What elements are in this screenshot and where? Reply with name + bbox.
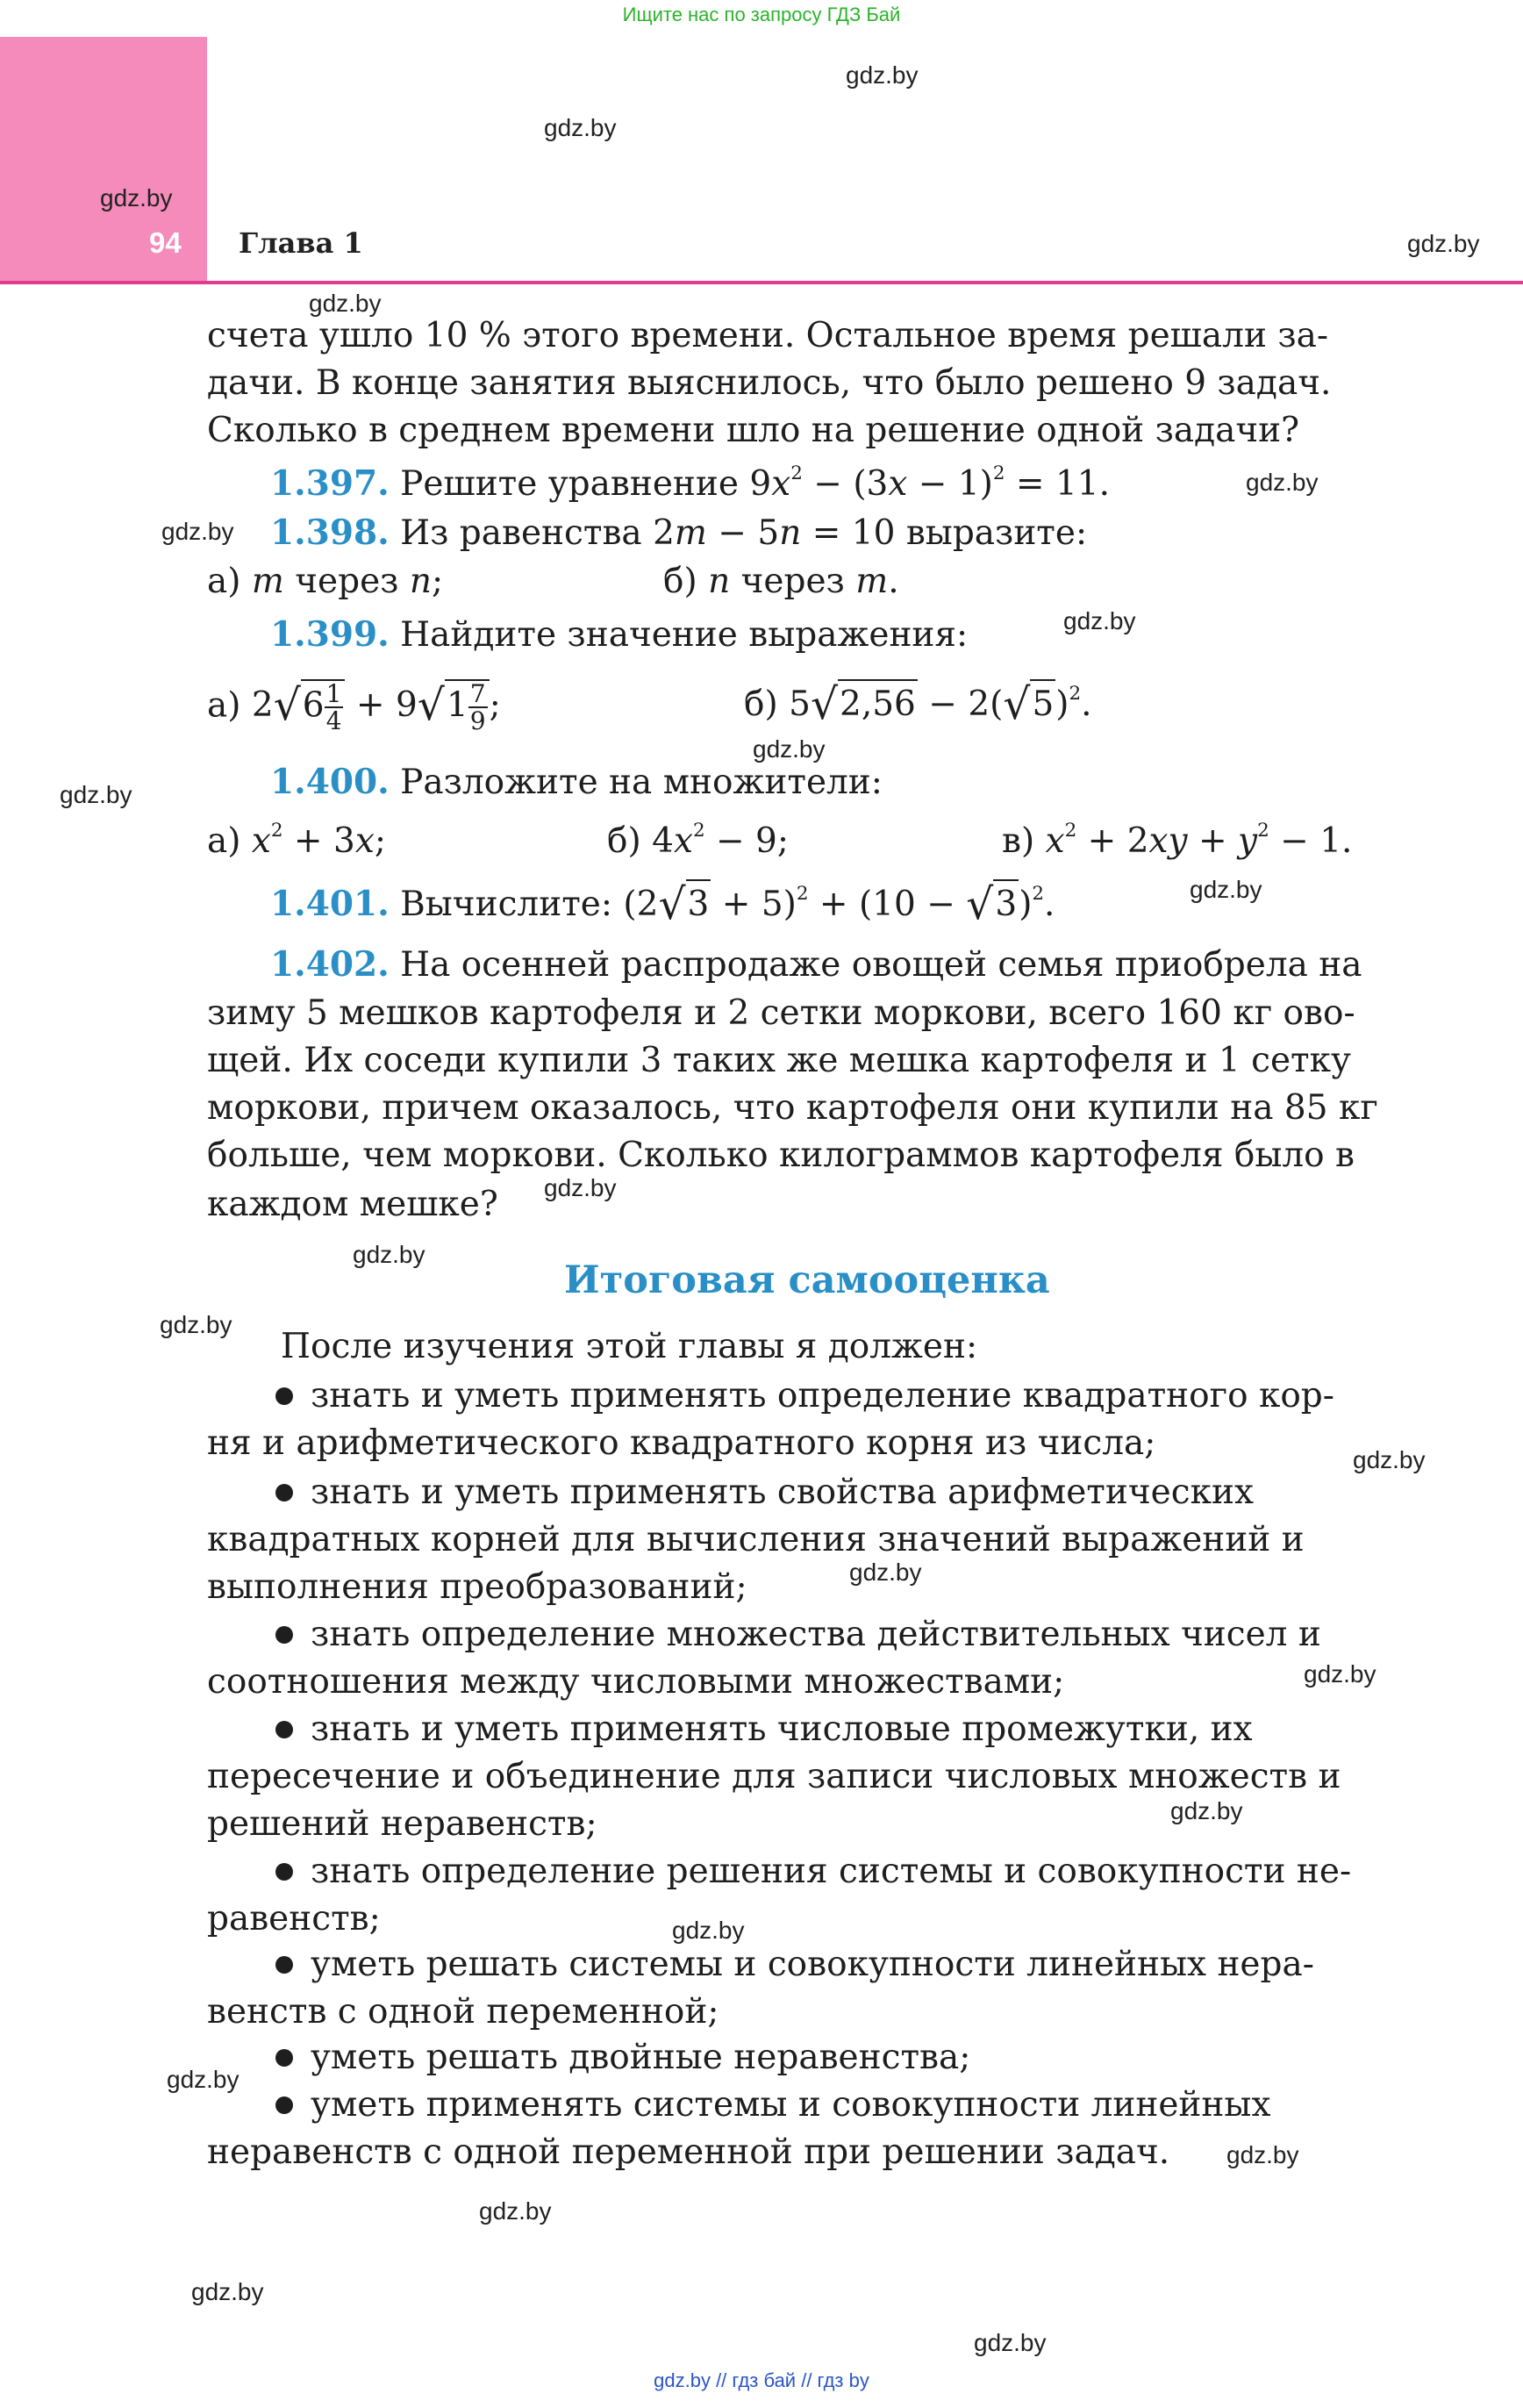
- watermark: gdz.by: [1304, 1660, 1376, 1688]
- bullet-icon: [275, 1387, 293, 1405]
- task-number: 1.397.: [270, 463, 390, 504]
- watermark: gdz.by: [1170, 1797, 1243, 1824]
- watermark: gdz.by: [160, 1311, 232, 1338]
- task-1398: [270, 509, 1087, 557]
- summary-intro: После изучения этой главы я должен:: [281, 1327, 978, 1366]
- task-number: 1.399.: [270, 614, 390, 655]
- option-label: б): [663, 562, 697, 601]
- option-text: через: [295, 562, 399, 601]
- summary-item: [270, 2034, 970, 2082]
- task-1402-line: каждом мешке?: [207, 1185, 498, 1224]
- bullet-icon: [275, 1956, 293, 1974]
- summary-text: уметь решать двойные неравенства;: [311, 2038, 971, 2077]
- summary-text: знать и уметь применять свойства арифметических: [311, 1473, 1254, 1512]
- chapter-title: Глава 1: [239, 226, 363, 260]
- task-1399-option-b: [744, 679, 1092, 728]
- watermark: gdz.by: [974, 2329, 1047, 2356]
- watermark: gdz.by: [167, 2066, 240, 2093]
- task-1400-option-b: [607, 818, 789, 865]
- summary-line: равенств;: [207, 1899, 381, 1939]
- bullet-icon: [275, 2049, 293, 2067]
- task-text: Решите уравнение: [400, 464, 739, 504]
- summary-item: [270, 1372, 1334, 1420]
- intro-line: Сколько в среднем времени шло на решение одной задачи?: [207, 411, 1300, 450]
- task-1400-option-a: [207, 818, 386, 865]
- bullet-icon: [275, 1721, 293, 1738]
- summary-item: [270, 1706, 1253, 1753]
- option-label: б): [744, 684, 778, 724]
- summary-text: уметь применять системы и совокупности линейных: [311, 2085, 1271, 2125]
- top-search-banner[interactable]: Ищите нас по запросу ГДЗ Бай: [622, 4, 901, 25]
- summary-item: [270, 1469, 1254, 1516]
- watermark: gdz.by: [309, 290, 382, 317]
- expression: $5√2,56 - 2(√5)^2$.: [789, 679, 1092, 729]
- summary-text: знать и уметь применять числовые промежутки, их: [311, 1709, 1253, 1749]
- task-1397: [270, 460, 1110, 508]
- option-label: а): [207, 821, 241, 861]
- summary-item: [270, 1941, 1314, 1989]
- task-1400-option-c: [1002, 818, 1352, 865]
- watermark: gdz.by: [1063, 607, 1136, 634]
- summary-line: ня и арифметического квадратного корня из числа;: [207, 1423, 1156, 1463]
- intro-line: счета ушло 10 % этого времени. Остальное время решали за-: [207, 316, 1329, 355]
- task-number: 1.398.: [270, 512, 390, 553]
- summary-item: [270, 2082, 1270, 2129]
- bullet-icon: [275, 2096, 293, 2114]
- watermark: gdz.by: [353, 1241, 425, 1268]
- task-1402-line: [270, 941, 1362, 989]
- bullet-icon: [275, 1863, 293, 1881]
- task-1398-option-a: а) m через n;: [207, 562, 444, 601]
- expression: $4x^2 - 9$;: [652, 819, 790, 861]
- option-label: а): [207, 562, 241, 601]
- watermark: gdz.by: [1190, 876, 1262, 903]
- watermark: gdz.by: [60, 781, 132, 808]
- footer-links[interactable]: gdz.by // гдз бай // гдз by: [654, 2369, 869, 2391]
- expression: $x^2 + 2xy + y^2 - 1$.: [1045, 819, 1353, 861]
- watermark: gdz.by: [479, 2197, 552, 2225]
- task-1402-line: щей. Их соседи купили 3 таких же мешка картофеля и 1 сетку: [207, 1041, 1351, 1080]
- task-text: Из равенства: [400, 513, 642, 553]
- task-text: На осенней распродаже овощей семья приобрела на: [400, 945, 1362, 985]
- option-label: б): [607, 821, 641, 861]
- task-number: 1.401.: [270, 884, 390, 924]
- task-1399-option-a: [207, 679, 501, 735]
- option-label: а): [207, 685, 241, 726]
- watermark: gdz.by: [191, 2278, 264, 2305]
- task-number: 1.400.: [270, 762, 390, 802]
- task-1399: [270, 611, 968, 659]
- equation: $9x^2 - (3x - 1)^2 = 11$.: [749, 462, 1111, 504]
- bullet-icon: [275, 1484, 293, 1501]
- watermark: gdz.by: [161, 518, 234, 545]
- summary-text: знать определение множества действительных чисел и: [311, 1615, 1321, 1654]
- watermark: gdz.by: [1407, 230, 1480, 257]
- watermark: gdz.by: [846, 61, 919, 89]
- watermark: gdz.by: [849, 1559, 922, 1586]
- header-rule: [0, 281, 1523, 284]
- expression: 2√6 $\frac{1}{4}$ + 9√1 $\frac{7}{9}$ ;: [251, 679, 501, 736]
- equation: 2m − 5n = 10: [653, 513, 896, 553]
- summary-text: знать и уметь применять определение квадратного кор-: [311, 1376, 1334, 1415]
- intro-line: дачи. В конце занятия выяснилось, что было решено 9 задач.: [207, 363, 1332, 403]
- task-text-tail: выразите:: [905, 513, 1088, 553]
- task-text: Вычислите:: [400, 885, 612, 924]
- summary-text: знать определение решения системы и совокупности не-: [311, 1852, 1352, 1891]
- option-text: через: [740, 562, 845, 601]
- task-1401: [270, 879, 1055, 928]
- summary-line: пересечение и объединение для записи числовых множеств и: [207, 1757, 1341, 1796]
- summary-line: венств с одной переменной;: [207, 1992, 719, 2032]
- watermark: gdz.by: [1246, 469, 1319, 496]
- watermark: gdz.by: [1353, 1446, 1426, 1473]
- option-label: в): [1002, 821, 1035, 861]
- bullet-icon: [275, 1626, 293, 1644]
- watermark: gdz.by: [1226, 2141, 1299, 2168]
- task-1402-line: моркови, причем оказалось, что картофеля они купили на 85 кг: [207, 1088, 1378, 1128]
- summary-line: выполнения преобразований;: [207, 1567, 747, 1607]
- task-1400: [270, 758, 883, 806]
- summary-item: [270, 1611, 1321, 1659]
- summary-text: уметь решать системы и совокупности линейных нера-: [311, 1945, 1314, 1984]
- summary-item: [270, 1848, 1351, 1896]
- task-1402-line: зиму 5 мешков картофеля и 2 сетки моркови, всего 160 кг ово-: [207, 993, 1355, 1033]
- task-text: Разложите на множители:: [400, 763, 883, 802]
- page-number: 94: [149, 226, 182, 259]
- expression: $x^2 + 3x$;: [251, 819, 386, 861]
- task-text: Найдите значение выражения:: [400, 615, 969, 655]
- watermark: gdz.by: [544, 114, 617, 141]
- expression: $(2√3 + 5)^2 + (10 - √3)^2$.: [623, 879, 1055, 929]
- watermark: gdz.by: [753, 735, 826, 763]
- task-1402-line: больше, чем моркови. Сколько килограммов картофеля было в: [207, 1136, 1355, 1175]
- summary-line: неравенств с одной переменной при решении задач.: [207, 2132, 1170, 2172]
- task-number: 1.402.: [270, 944, 390, 985]
- task-1398-option-b: б) n через m.: [663, 562, 899, 601]
- summary-line: квадратных корней для вычисления значений выражений и: [207, 1520, 1305, 1559]
- watermark: gdz.by: [100, 184, 173, 211]
- watermark: gdz.by: [672, 1917, 745, 1944]
- watermark: gdz.by: [544, 1174, 617, 1201]
- summary-line: решений неравенств;: [207, 1804, 597, 1844]
- summary-line: соотношения между числовыми множествами;: [207, 1662, 1065, 1702]
- section-heading: Итоговая самооценка: [564, 1258, 1050, 1302]
